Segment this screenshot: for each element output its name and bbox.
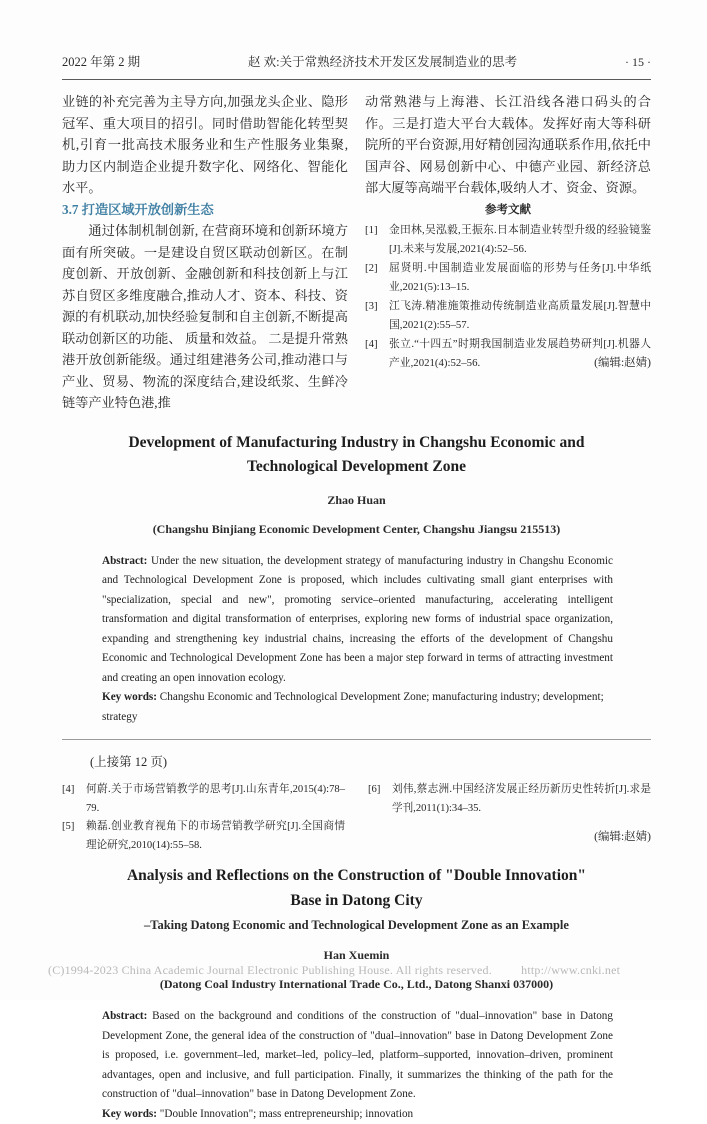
continuation-left-column — [62, 781, 345, 855]
right-column — [365, 91, 651, 414]
reference-text: 屈贤明.中国制造业发展面临的形势与任务[J].中华纸业,2021(5):13–15. — [389, 259, 651, 297]
reference-item — [62, 781, 345, 818]
reference-label: [1] — [365, 221, 389, 259]
reference-text: 张立.“十四五”时期我国制造业发展趋势研判[J].机器人产业,2021(4):52–56. — [389, 335, 651, 373]
article1-abstract — [102, 552, 613, 689]
references-heading: 参考文献 — [365, 200, 651, 220]
abstract-label: Abstract: — [102, 1010, 147, 1022]
continuation-right-column — [368, 781, 651, 855]
cnki-url: http://www.cnki.net — [521, 963, 620, 977]
section-divider — [62, 739, 651, 740]
reference-text: 何蔚.关于市场营销教学的思考[J].山东青年,2015(4):78–79. — [86, 781, 345, 818]
body-paragraph: 通过体制机制创新, 在营商环境和创新环境方面有所突破。一是建设自贸区联动创新区。在制度创新、开放创新、金融创新和科技创新上与江苏自贸区多维度融合,推动人才、资本、科技、资源的有机联动,加快经验复制和自主创新,不断提高联动创新区的功能、 质量和效益。 二是提升常熟港开放创新能级。通过组建港务公司,推动港口与产业、贸易、物流的深度结合,建设纸浆、生鲜冷链等产业特色港,推 — [62, 220, 348, 414]
keywords-text: Changshu Economic and Technological Development Zone; manufacturing industry; development; strategy — [102, 691, 604, 723]
article1-author: Zhao Huan — [62, 492, 651, 508]
running-title: 赵 欢:关于常熟经济技术开发区发展制造业的思考 — [140, 52, 625, 70]
continued-from-note: (上接第 12 页) — [90, 753, 651, 771]
reference-label: [4] — [62, 781, 86, 818]
section-heading-3-7: 3.7 打造区域开放创新生态 — [62, 199, 348, 221]
reference-item — [365, 221, 651, 259]
reference-label: [3] — [365, 297, 389, 335]
article2-abstract — [102, 1007, 613, 1105]
article1-title-line1: Development of Manufacturing Industry in Changshu Economic and — [62, 431, 651, 456]
article1-affiliation: (Changshu Binjiang Economic Development Center, Changshu Jiangsu 215513) — [62, 521, 651, 537]
reference-item — [365, 259, 651, 297]
article1-keywords — [102, 688, 613, 727]
issue-label: 2022 年第 2 期 — [62, 52, 140, 70]
page-number: · 15 · — [625, 55, 651, 70]
copyright-text: (C)1994-2023 China Academic Journal Electronic Publishing House. All rights reserved. — [48, 963, 492, 977]
body-paragraph: 动常熟港与上海港、长江沿线各港口码头的合作。三是打造大平台大载体。发挥好南大等科研院所的平台资源,用好精创园沟通联系作用,依托中国声谷、网易创新中心、中德产业园、新经济总部大厦等高端平台载体,吸纳人才、资金、资源。 — [365, 91, 651, 199]
article2-author: Han Xuemin — [62, 947, 651, 963]
abstract-label: Abstract: — [102, 555, 147, 567]
continuation-columns — [62, 781, 651, 855]
body-paragraph: 业链的补充完善为主导方向,加强龙头企业、隐形冠军、重大项目的招引。同时借助智能化转型契机,引育一批高技术服务业和生产性服务业集聚, 助力区内制造企业提升数字化、网络化、智能化水平。 — [62, 91, 348, 199]
keywords-label: Key words: — [102, 1108, 157, 1120]
reference-text: 赖磊.创业教育视角下的市场营销教学研究[J].全国商情理论研究,2010(14):55–58. — [86, 818, 345, 855]
continuation-section — [62, 753, 651, 855]
article2-subtitle: –Taking Datong Economic and Technological Development Zone as an Example — [62, 915, 651, 935]
reference-item — [62, 818, 345, 855]
reference-label: [6] — [368, 781, 392, 818]
editor-note: (编辑:赵婧) — [365, 354, 651, 373]
reference-label: [2] — [365, 259, 389, 297]
abstract-text: Based on the background and conditions of the construction of "dual–innovation" base in Datong Development Zone, the general idea of the construction of "dual–innovation" base in Datong Development Zone is proposed, i.e. government–led, market–led, policy–led, platform–supported, innovation–driven, prominent advantages, open and inclusive, and full participation. Finally, it summarizes the thinking of the path for the construction of "dual–innovation" base in Datong Development Zone. — [102, 1010, 613, 1100]
article1-title-line2: Technological Development Zone — [62, 455, 651, 480]
reference-text: 金田林,吴泓毅,王振东.日本制造业转型升级的经验镜鉴[J].未来与发展,2021(4):52–56. — [389, 221, 651, 259]
reference-label: [5] — [62, 818, 86, 855]
reference-text: 江飞涛.精准施策推动传统制造业高质量发展[J].智慧中国,2021(2):55–57. — [389, 297, 651, 335]
article2-affiliation: (Datong Coal Industry International Trade Co., Ltd., Datong Shanxi 037000) — [62, 976, 651, 992]
chinese-body — [62, 91, 651, 414]
abstract-text: Under the new situation, the development strategy of manufacturing industry in Changshu Economic and Technological Development Zone is proposed, which includes cultivating small giant enterprises with "specialization, special and new", promoting service–oriented manufacturing, accelerating intelligent transformation and digital transformation of enterprises, exploring new forms of industrial space organization, expanding and strengthening key industrial chains, increasing the efforts of the development of Changshu Economic and Technological Development Zone has been a major step forward in terms of attracting investment and creating an open innovation ecology. — [102, 555, 613, 684]
reference-item — [365, 297, 651, 335]
editor-note: (编辑:赵婧) — [368, 828, 651, 846]
article2-title — [62, 864, 651, 913]
keywords-text: "Double Innovation"; mass entrepreneurship; innovation — [160, 1108, 413, 1120]
article2-english-block — [62, 864, 651, 1124]
reference-item — [368, 781, 651, 818]
article2-title-line1: Analysis and Reflections on the Construction of "Double Innovation" — [62, 864, 651, 889]
cnki-footer — [48, 963, 620, 978]
reference-text: 刘伟,蔡志洲.中国经济发展正经历新历史性转折[J].求是学刊,2011(1):34–35. — [392, 781, 651, 818]
article2-title-line2: Base in Datong City — [62, 889, 651, 914]
left-column — [62, 91, 348, 414]
article2-keywords — [102, 1105, 613, 1124]
keywords-label: Key words: — [102, 691, 157, 703]
article1-english-block — [62, 431, 651, 728]
page-header — [62, 52, 651, 80]
article1-title — [62, 431, 651, 480]
reference-label: [4] — [365, 335, 389, 373]
